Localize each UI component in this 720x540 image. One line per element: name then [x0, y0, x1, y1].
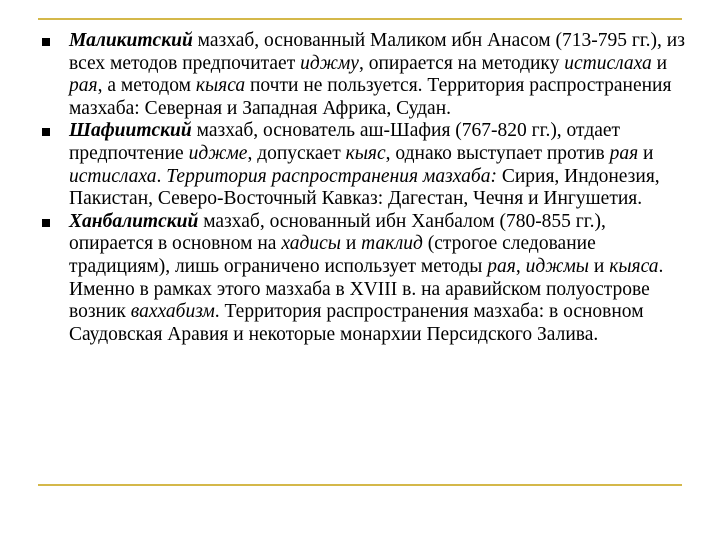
- bullet-item: [36, 211, 686, 347]
- bullet-square-icon: [42, 219, 50, 227]
- text-segment: , опирается на методику: [358, 52, 565, 74]
- text-segment: рая: [609, 142, 639, 164]
- text-segment: Сирия, Индонезия, Пакистан, Северо-Восточный Кавказ: Дагестан, Чечня и Ингушетия.: [69, 165, 660, 210]
- text-segment: Территория распространения мазхаба:: [166, 165, 497, 187]
- text-segment: иджме: [188, 142, 248, 164]
- text-segment: и: [651, 52, 668, 74]
- text-segment: и: [589, 255, 610, 277]
- text-segment: хадисы: [281, 233, 341, 255]
- text-segment: Шафиитский: [69, 120, 192, 142]
- text-segment: мазхаб, основанный Маликом ибн Анасом (713-795 гг.), из всех методов предпочитает: [69, 30, 685, 74]
- text-segment: мазхаб, основанный ибн Ханбалом (780-855 гг.), опирается в основном на: [69, 210, 606, 255]
- text-segment: ,: [515, 255, 526, 277]
- text-segment: кыяс: [345, 142, 386, 164]
- text-segment: почти не пользуется. Территория распространения мазхаба: Северная и Западная Африка, Судан.: [69, 75, 672, 119]
- bullet-square-icon: [42, 38, 50, 46]
- top-rule: [38, 18, 682, 20]
- text-segment: и: [340, 233, 362, 255]
- text-segment: рая: [487, 255, 516, 277]
- text-segment: иджмы: [525, 255, 590, 277]
- slide-body: [36, 30, 686, 346]
- text-segment: Маликитский: [69, 30, 193, 51]
- text-segment: , однако выступает против: [385, 142, 610, 164]
- bullet-item: [36, 120, 686, 210]
- text-segment: иджму: [300, 52, 359, 74]
- text-segment: кыяса: [609, 255, 659, 277]
- text-segment: и: [638, 142, 654, 164]
- bullet-item: [36, 30, 686, 120]
- text-segment: .: [156, 165, 167, 187]
- text-segment: , допускает: [247, 142, 346, 164]
- text-segment: Ханбалитский: [69, 210, 199, 232]
- bullet-square-icon: [42, 128, 50, 136]
- text-segment: таклид: [361, 233, 423, 255]
- text-segment: ваххабизм: [130, 301, 215, 323]
- text-segment: истислаха: [564, 52, 652, 74]
- bottom-rule: [38, 484, 682, 486]
- text-segment: . Именно в рамках этого мазхаба в XVIII в. на аравийском полуострове возник: [69, 255, 664, 323]
- text-segment: кыяса: [195, 75, 246, 97]
- text-segment: (строгое следование традициям), лишь ограничено использует методы: [69, 233, 596, 277]
- text-segment: рая: [69, 75, 98, 97]
- text-segment: мазхаб, основатель аш-Шафия (767-820 гг.), отдает предпочтение: [69, 120, 621, 164]
- text-segment: , а методом: [97, 75, 196, 97]
- text-segment: истислаха: [69, 165, 157, 187]
- text-segment: . Территория распространения мазхаба: в основном Саудовская Аравия и некоторые монархии Персидского Залива.: [69, 301, 644, 345]
